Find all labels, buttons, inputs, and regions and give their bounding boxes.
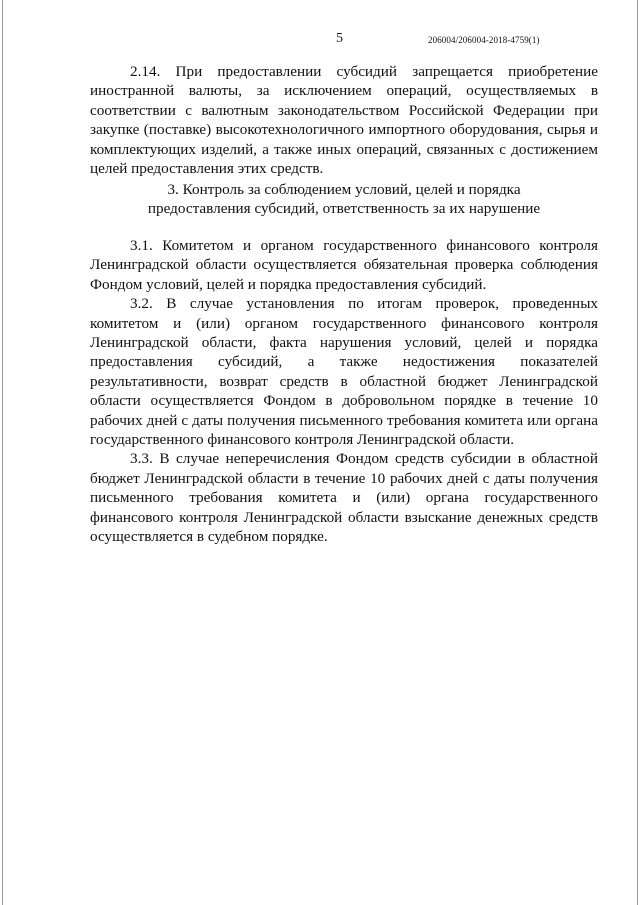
paragraph-3-1: 3.1. Комитетом и органом государственного финансового контроля Ленинградской области осуществляется обязательная проверка соблюдения Фондом условий, целей и порядка предоставления субсидий.	[90, 237, 598, 293]
scan-edge-right	[637, 0, 638, 905]
scan-edge-left	[2, 0, 3, 905]
document-code: 206004/206004-2018-4759(1)	[428, 35, 540, 45]
section-3-heading-line-2: предоставления субсидий, ответственность за их нарушение	[147, 200, 541, 218]
section-3-heading-line-1: 3. Контроль за соблюдением условий, целей и порядка	[167, 181, 521, 198]
page-number: 5	[336, 31, 343, 46]
section-3-heading	[90, 180, 598, 219]
section-2-continuation	[90, 62, 598, 178]
section-3-body	[90, 236, 598, 547]
paragraph-3-3: 3.3. В случае неперечисления Фондом средств субсидии в областной бюджет Ленинградской области в течение 10 рабочих дней с даты получения письменного требования комитета и (или) органа государственного финансового контроля Ленинградской области взыскание денежных средств осуществляется в судебном порядке.	[90, 450, 598, 546]
paragraph-2-14: 2.14. При предоставлении субсидий запрещается приобретение иностранной валюты, за исключением операций, осуществляемых в соответствии с валютным законодательством Российской Федерации при закупке (поставке) высокотехнологичного импортного оборудования, сырья и комплектующих изделий, а также иных операций, связанных с достижением целей предоставления этих средств.	[90, 63, 598, 178]
paragraph-3-2: 3.2. В случае установления по итогам проверок, проведенных комитетом и (или) органом государственного финансового контроля Ленинградской области, факта нарушения условий, целей и порядка предоставления субсидий, а также недостижения показателей результативности, возврат средств в областной бюджет Ленинградской области осуществляется Фондом в добровольном порядке в течение 10 рабочих дней с даты получения письменного требования комитета или органа государственного финансового контроля Ленинградской области.	[90, 295, 598, 449]
